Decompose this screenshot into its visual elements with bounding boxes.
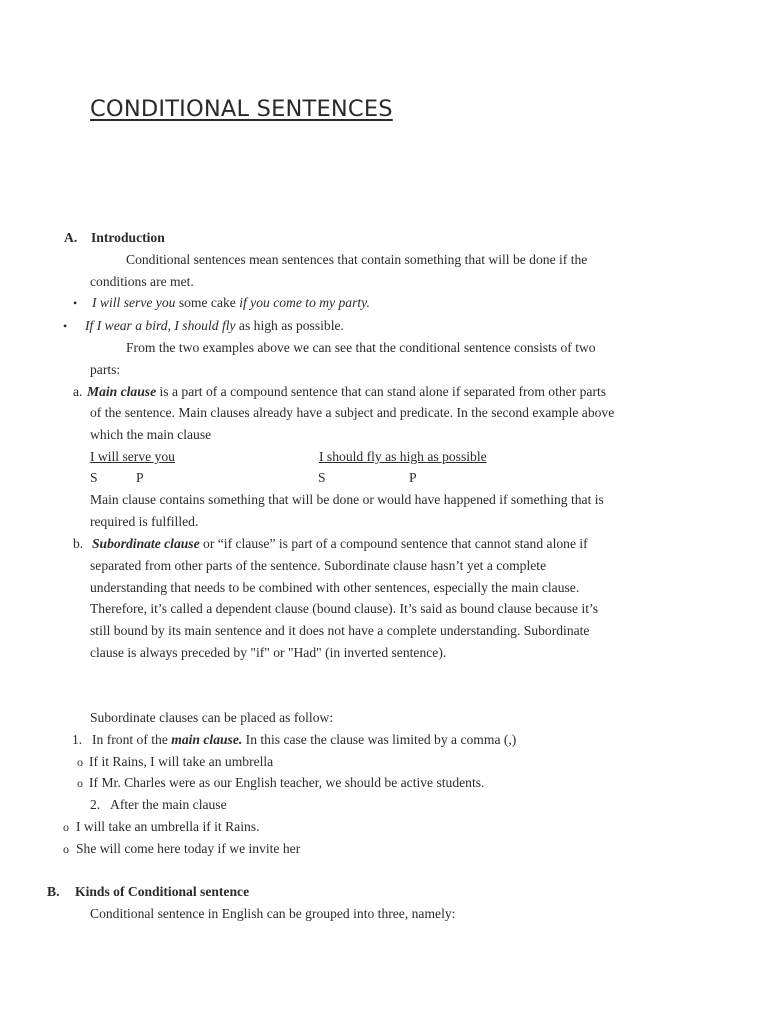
placement-item-2: After the main clause bbox=[110, 797, 227, 812]
circle-bullet-icon: o bbox=[77, 755, 83, 769]
page-title: CONDITIONAL SENTENCES bbox=[90, 96, 393, 122]
circle-bullet-icon: o bbox=[63, 842, 69, 856]
section-b-heading: Kinds of Conditional sentence bbox=[75, 884, 250, 899]
example-sentence-1: I will serve you some cake if you come to my party. bbox=[92, 295, 370, 310]
from-line-2: parts: bbox=[90, 362, 121, 377]
section-b-line-1: Conditional sentence in English can be grouped into three, namely: bbox=[90, 906, 456, 921]
sub-clause-line-4: Therefore, it’s called a dependent clause (bound clause). It’s said as bound clause because it’s bbox=[90, 601, 599, 616]
placement-item-2-marker: 2. bbox=[90, 797, 101, 812]
bullet-icon: • bbox=[63, 319, 68, 333]
subject-label-2: S bbox=[318, 470, 326, 485]
placement-intro: Subordinate clauses can be placed as follow: bbox=[90, 710, 334, 725]
sub-clause-line-5: still bound by its main sentence and it does not have a complete understanding. Subordinate bbox=[90, 623, 590, 638]
main-clause-example-1: I will serve you bbox=[90, 449, 175, 464]
main-clause-line-3: which the main clause bbox=[90, 427, 212, 442]
placement-example-1: If it Rains, I will take an umbrella bbox=[89, 754, 274, 769]
placement-example-3: I will take an umbrella if it Rains. bbox=[76, 819, 260, 834]
placement-item-1: In front of the main clause. In this case the clause was limited by a comma (,) bbox=[92, 732, 517, 747]
section-b-marker: B. bbox=[47, 884, 60, 899]
from-line-1: From the two examples above we can see that the conditional sentence consists of two bbox=[126, 340, 596, 355]
predicate-label-2: P bbox=[409, 470, 417, 485]
main-clause-note-1: Main clause contains something that will be done or would have happened if something that is bbox=[90, 492, 604, 507]
main-clause-note-2: required is fulfilled. bbox=[90, 514, 199, 529]
section-a-heading: Introduction bbox=[91, 230, 165, 245]
circle-bullet-icon: o bbox=[77, 776, 83, 790]
sub-clause-marker: b. bbox=[73, 536, 84, 551]
main-clause-example-2: I should fly as high as possible bbox=[319, 449, 487, 464]
sub-clause-line-6: clause is always preceded by "if" or "Had" (in inverted sentence). bbox=[90, 645, 447, 660]
placement-example-4: She will come here today if we invite her bbox=[76, 841, 301, 856]
placement-item-1-marker: 1. bbox=[72, 732, 83, 747]
sub-clause-line-2: separated from other parts of the sentence. Subordinate clause hasn’t yet a complete bbox=[90, 558, 547, 573]
circle-bullet-icon: o bbox=[63, 820, 69, 834]
section-a-marker: A. bbox=[64, 230, 78, 245]
placement-example-2: If Mr. Charles were as our English teacher, we should be active students. bbox=[89, 775, 485, 790]
main-clause-marker: a. bbox=[73, 384, 83, 399]
example-sentence-2: If I wear a bird, I should fly as high as possible. bbox=[85, 318, 344, 333]
main-clause-line-1: Main clause is a part of a compound sentence that can stand alone if separated from other parts bbox=[87, 384, 607, 399]
main-clause-line-2: of the sentence. Main clauses already have a subject and predicate. In the second example above bbox=[90, 405, 615, 420]
subject-label: S bbox=[90, 470, 98, 485]
intro-line-2: conditions are met. bbox=[90, 274, 194, 289]
bullet-icon: • bbox=[73, 296, 78, 310]
sub-clause-line-1: Subordinate clause or “if clause” is part of a compound sentence that cannot stand alone if bbox=[92, 536, 588, 551]
predicate-label: P bbox=[136, 470, 144, 485]
intro-line-1: Conditional sentences mean sentences that contain something that will be done if the bbox=[126, 252, 588, 267]
sub-clause-line-3: understanding that needs to be combined with other sentences, especially the main clause. bbox=[90, 580, 580, 595]
